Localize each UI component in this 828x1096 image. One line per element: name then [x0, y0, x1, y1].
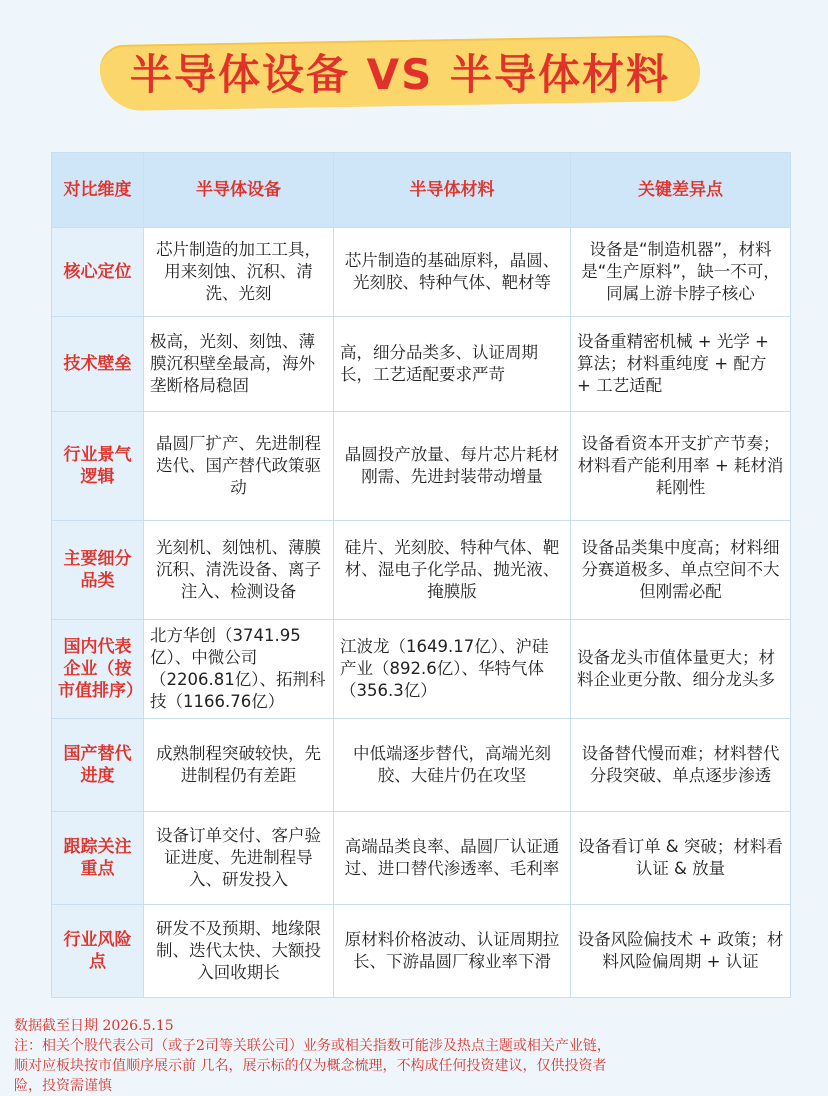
disclaimer-line: 险，投资需谨慎 — [14, 1078, 112, 1094]
table-row — [52, 812, 791, 905]
table-row — [52, 228, 791, 317]
equipment-cell: 芯片制造的加工工具，用来刻蚀、沉积、清洗、光刻 — [144, 228, 334, 317]
header-dimension: 对比维度 — [52, 153, 144, 228]
equipment-cell: 成熟制程突破较快，先进制程仍有差距 — [144, 719, 334, 812]
difference-cell: 设备看资本开支扩产节奏；材料看产能利用率 + 耗材消耗刚性 — [571, 412, 791, 521]
data-date: 数据截至日期 2026.5.15 — [14, 1018, 174, 1034]
disclaimer-line: 顺对应板块按市值顺序展示前 几名，展示标的仅为概念梳理，不构成任何投资建议，仅供投资者 — [14, 1058, 607, 1074]
materials-cell: 晶圆投产放量、每片芯片耗材刚需、先进封装带动增量 — [334, 412, 571, 521]
equipment-cell: 极高，光刻、刻蚀、薄膜沉积壁垒最高，海外垄断格局稳固 — [144, 317, 334, 412]
difference-cell: 设备风险偏技术 + 政策；材料风险偏周期 + 认证 — [571, 905, 791, 998]
materials-cell: 芯片制造的基础原料，晶圆、光刻胶、特种气体、靶材等 — [334, 228, 571, 317]
row-dimension: 行业景气逻辑 — [52, 412, 144, 521]
materials-cell: 江波龙（1649.17亿）、沪硅产业（892.6亿）、华特气体（356.3亿） — [334, 620, 571, 719]
equipment-cell: 光刻机、刻蚀机、薄膜沉积、清洗设备、离子注入、检测设备 — [144, 521, 334, 620]
row-dimension: 国产替代进度 — [52, 719, 144, 812]
row-dimension: 行业风险点 — [52, 905, 144, 998]
page-title: 半导体设备 VS 半导体材料 — [130, 50, 670, 99]
table-row — [52, 521, 791, 620]
difference-cell: 设备龙头市值体量更大；材料企业更分散、细分龙头多 — [571, 620, 791, 719]
header-equipment: 半导体设备 — [144, 153, 334, 228]
difference-cell: 设备重精密机械 + 光学 + 算法；材料重纯度 + 配方 + 工艺适配 — [571, 317, 791, 412]
header-key-difference: 关键差异点 — [571, 153, 791, 228]
comparison-table — [51, 152, 791, 998]
equipment-cell: 北方华创（3741.95亿）、中微公司（2206.81亿）、拓荆科技（1166.76亿） — [144, 620, 334, 719]
table-row — [52, 719, 791, 812]
materials-cell: 中低端逐步替代，高端光刻胶、大硅片仍在攻坚 — [334, 719, 571, 812]
table-row — [52, 412, 791, 521]
materials-cell: 硅片、光刻胶、特种气体、靶材、湿电子化学品、抛光液、掩膜版 — [334, 521, 571, 620]
table-row — [52, 317, 791, 412]
table-header-row — [52, 153, 791, 228]
equipment-cell: 晶圆厂扩产、先进制程迭代、国产替代政策驱动 — [144, 412, 334, 521]
row-dimension: 技术壁垒 — [52, 317, 144, 412]
disclaimer-line: 注：相关个股代表公司（或子2司等关联公司）业务或相关指数可能涉及热点主题或相关产业链， — [14, 1038, 611, 1054]
difference-cell: 设备看订单 & 突破；材料看认证 & 放量 — [571, 812, 791, 905]
difference-cell: 设备是“制造机器”，材料是“生产原料”，缺一不可，同属上游卡脖子核心 — [571, 228, 791, 317]
header-materials: 半导体材料 — [334, 153, 571, 228]
materials-cell: 高端品类良率、晶圆厂认证通过、进口替代渗透率、毛利率 — [334, 812, 571, 905]
equipment-cell: 研发不及预期、地缘限制、迭代太快、大额投入回收期长 — [144, 905, 334, 998]
row-dimension: 核心定位 — [52, 228, 144, 317]
table-row — [52, 620, 791, 719]
materials-cell: 高，细分品类多、认证周期长，工艺适配要求严苛 — [334, 317, 571, 412]
materials-cell: 原材料价格波动、认证周期拉长、下游晶圆厂稼业率下滑 — [334, 905, 571, 998]
row-dimension: 主要细分品类 — [52, 521, 144, 620]
difference-cell: 设备品类集中度高；材料细分赛道极多、单点空间不大但刚需必配 — [571, 521, 791, 620]
footer-notes — [14, 1016, 814, 1096]
difference-cell: 设备替代慢而难；材料替代分段突破、单点逐步渗透 — [571, 719, 791, 812]
row-dimension: 国内代表企业（按市值排序） — [52, 620, 144, 719]
equipment-cell: 设备订单交付、客户验证进度、先进制程导入、研发投入 — [144, 812, 334, 905]
title-banner — [100, 34, 700, 110]
table-row — [52, 905, 791, 998]
row-dimension: 跟踪关注重点 — [52, 812, 144, 905]
